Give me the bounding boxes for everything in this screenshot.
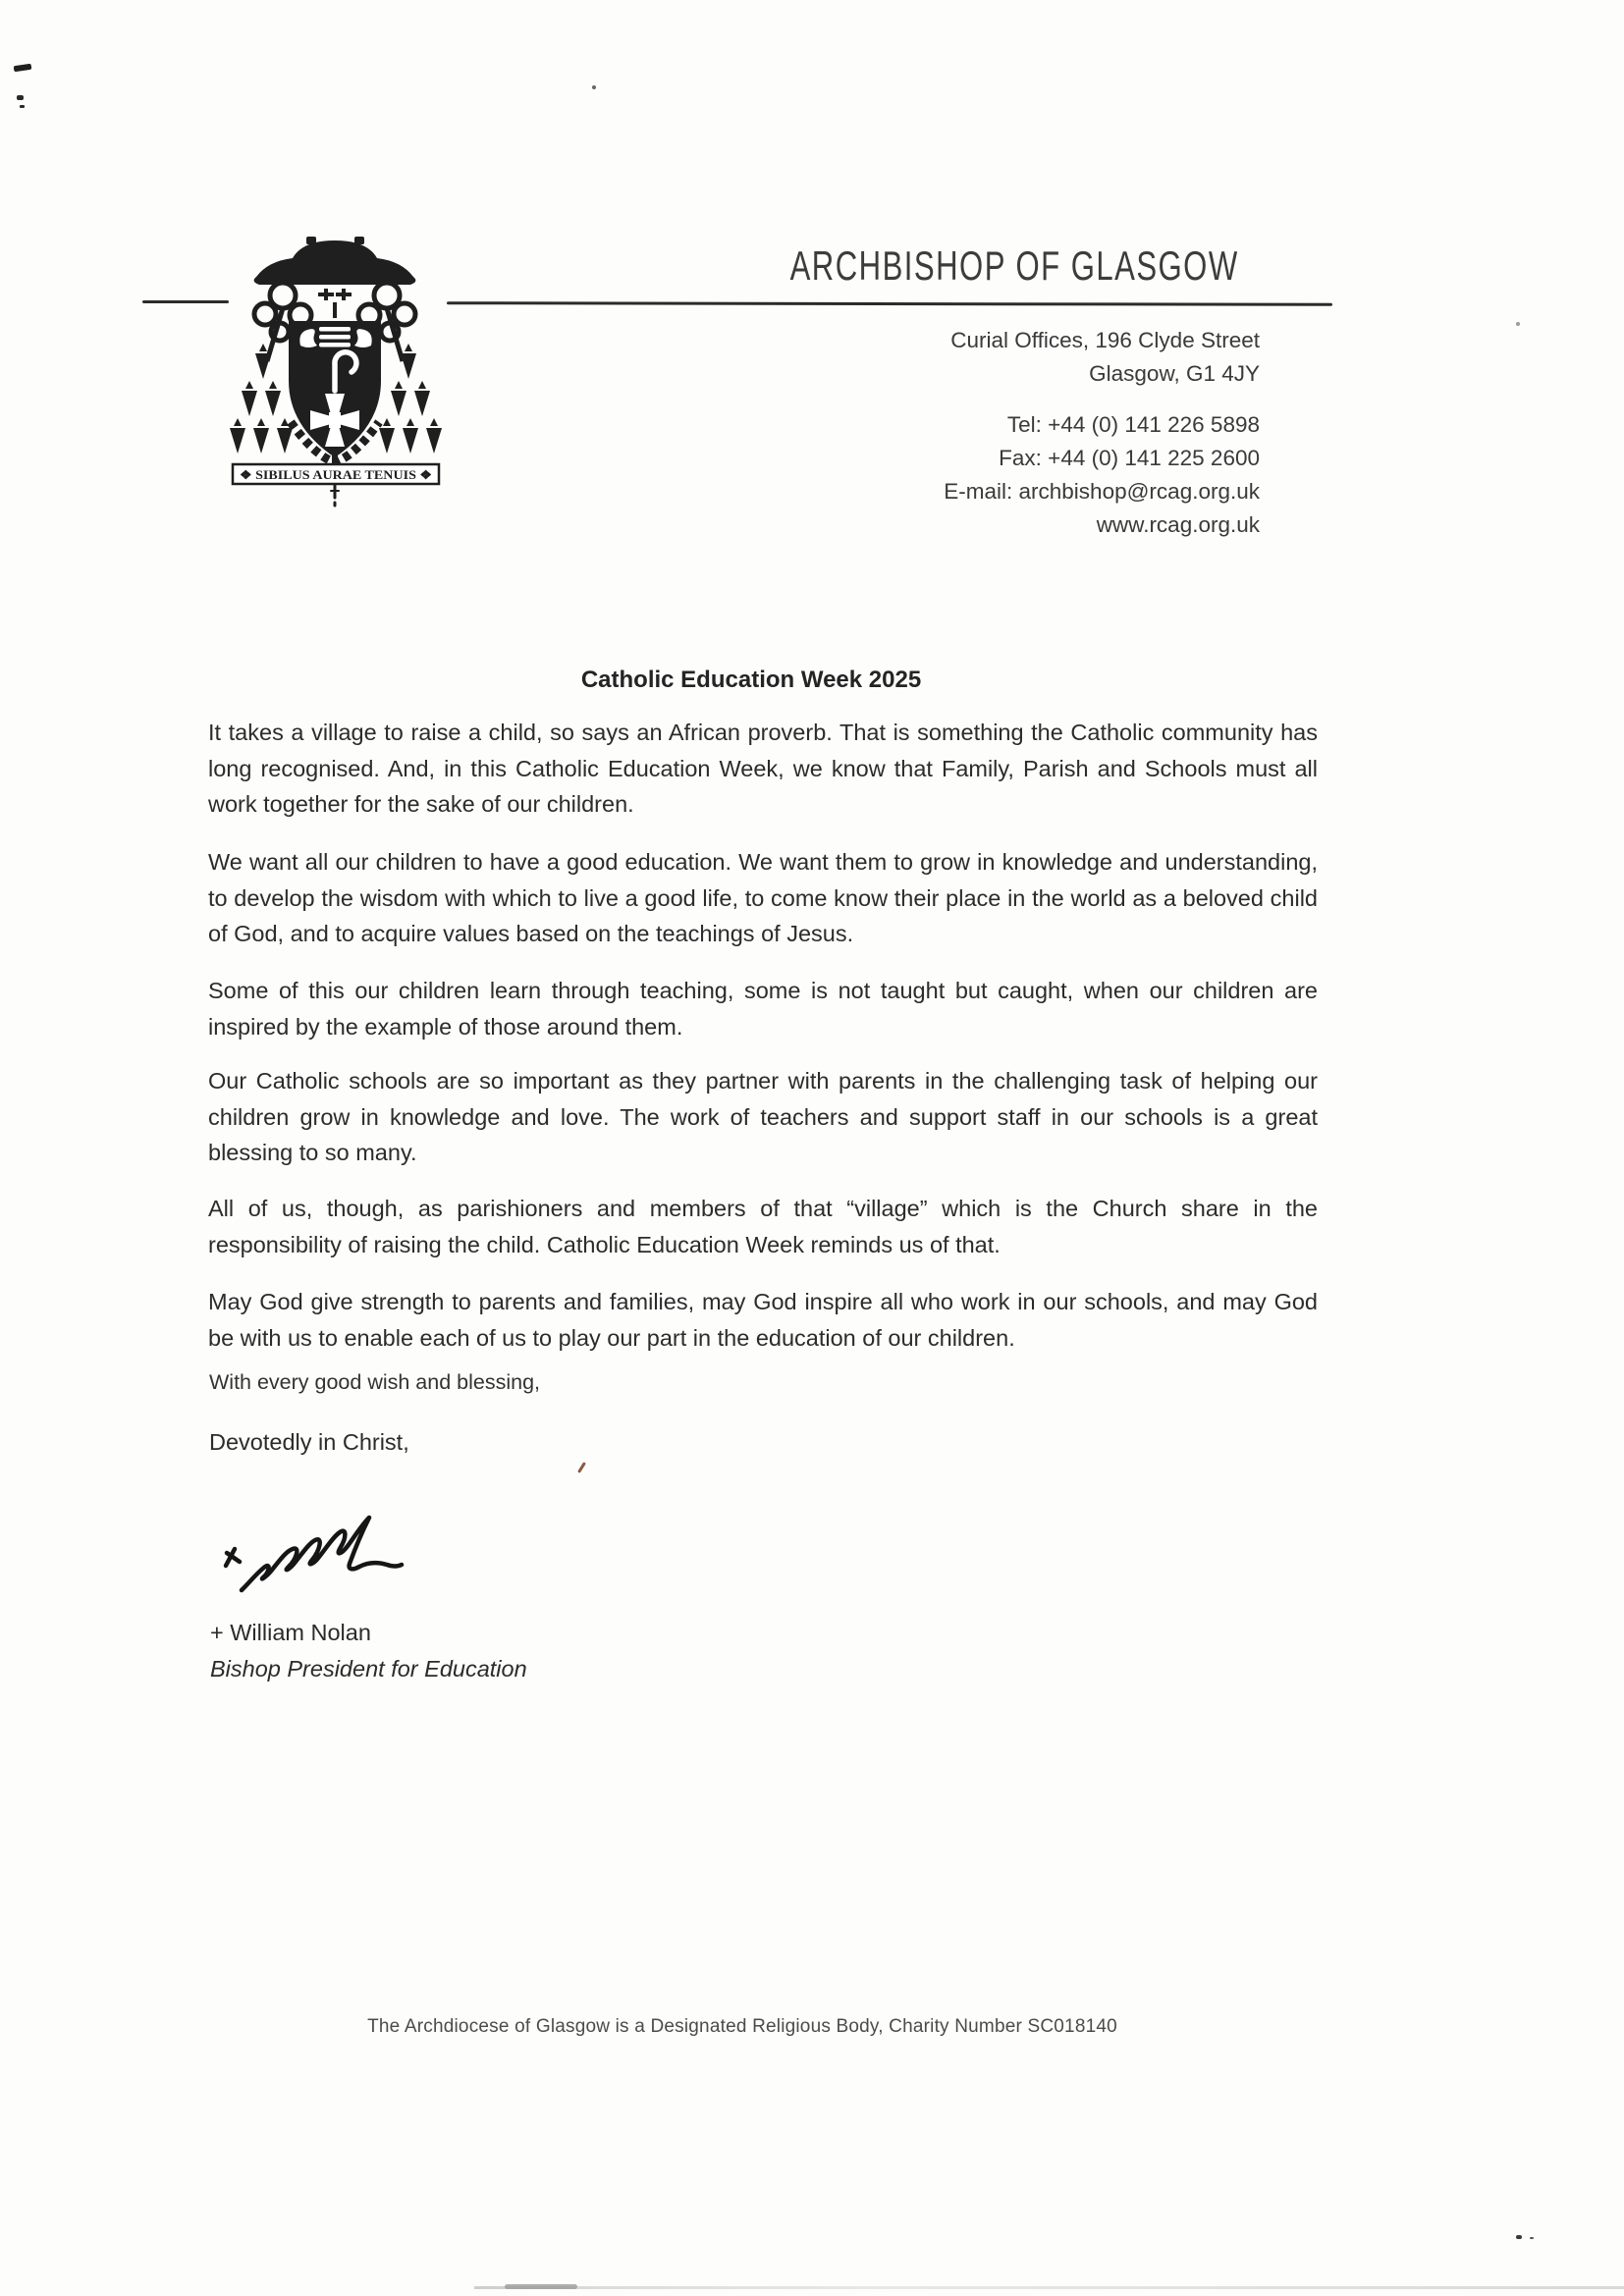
- archbishop-coat-of-arms-icon: [224, 234, 448, 508]
- letterhead-address: [950, 324, 1260, 391]
- letter-paragraph: It takes a village to raise a child, so says an African proverb. That is something the Catholic community has long recognised. And, in this Catholic Education Week, we know that Family, Parish and Schools must all work together for the sake of our children.: [208, 720, 1318, 818]
- email-line: E-mail: archbishop@rcag.org.uk: [944, 479, 1260, 504]
- letterhead-title: ARCHBISHOP OF GLASGOW: [789, 242, 1239, 289]
- letterhead-rule-right: [447, 301, 1332, 306]
- crest-motto: ❖ SIBILUS AURAE TENUIS ❖: [240, 468, 432, 482]
- letterhead-rule-left: [142, 300, 229, 303]
- letter-paragraph: We want all our children to have a good education. We want them to grow in knowledge and understanding, to develop the wisdom with which to live a good life, to come know their place in the world as a beloved child of God, and to acquire values based on the teachings of Jesus.: [208, 849, 1318, 947]
- scan-artifact: [577, 1462, 586, 1473]
- closing-salutation: Devotedly in Christ,: [209, 1429, 409, 1455]
- letter-paragraph: Some of this our children learn through teaching, some is not taught but caught, when our children are inspired by the example of those around them.: [208, 978, 1318, 1040]
- signatory-title: Bishop President for Education: [210, 1656, 527, 1682]
- address-line-2: Glasgow, G1 4JY: [1089, 361, 1260, 386]
- closing-wish: With every good wish and blessing,: [209, 1370, 541, 1394]
- address-line-1: Curial Offices, 196 Clyde Street: [950, 328, 1260, 352]
- letter-paragraph: All of us, though, as parishioners and members of that “village” which is the Church share in the responsibility of raising the child. Catholic Education Week reminds us of that.: [208, 1196, 1318, 1257]
- scan-artifact: [17, 95, 24, 100]
- charity-footer: The Archdiocese of Glasgow is a Designated Religious Body, Charity Number SC018140: [367, 2016, 1117, 2037]
- letter-title: Catholic Education Week 2025: [580, 667, 922, 693]
- scan-artifact: [14, 64, 32, 72]
- scan-artifact: [1516, 322, 1520, 326]
- letter-paragraph: May God give strength to parents and families, may God inspire all who work in our schools, and may God be with us to enable each of us to play our part in the education of our children.: [208, 1289, 1318, 1351]
- scan-artifact: [505, 2284, 577, 2289]
- signatory-name: + William Nolan: [210, 1620, 371, 1645]
- scan-artifact: [474, 2286, 1624, 2289]
- signature-icon: [218, 1508, 414, 1606]
- phone-line: Tel: +44 (0) 141 226 5898: [1006, 412, 1260, 437]
- scan-artifact: [1516, 2235, 1522, 2239]
- scan-artifact: [592, 85, 596, 89]
- website-line: www.rcag.org.uk: [1096, 512, 1260, 537]
- letterhead-contact: [944, 408, 1260, 542]
- letter-paragraph: Our Catholic schools are so important as they partner with parents in the challenging task of helping our children grow in knowledge and love. The work of teachers and support staff in our schools is a great blessing to so many.: [208, 1068, 1318, 1166]
- fax-line: Fax: +44 (0) 141 225 2600: [999, 446, 1260, 470]
